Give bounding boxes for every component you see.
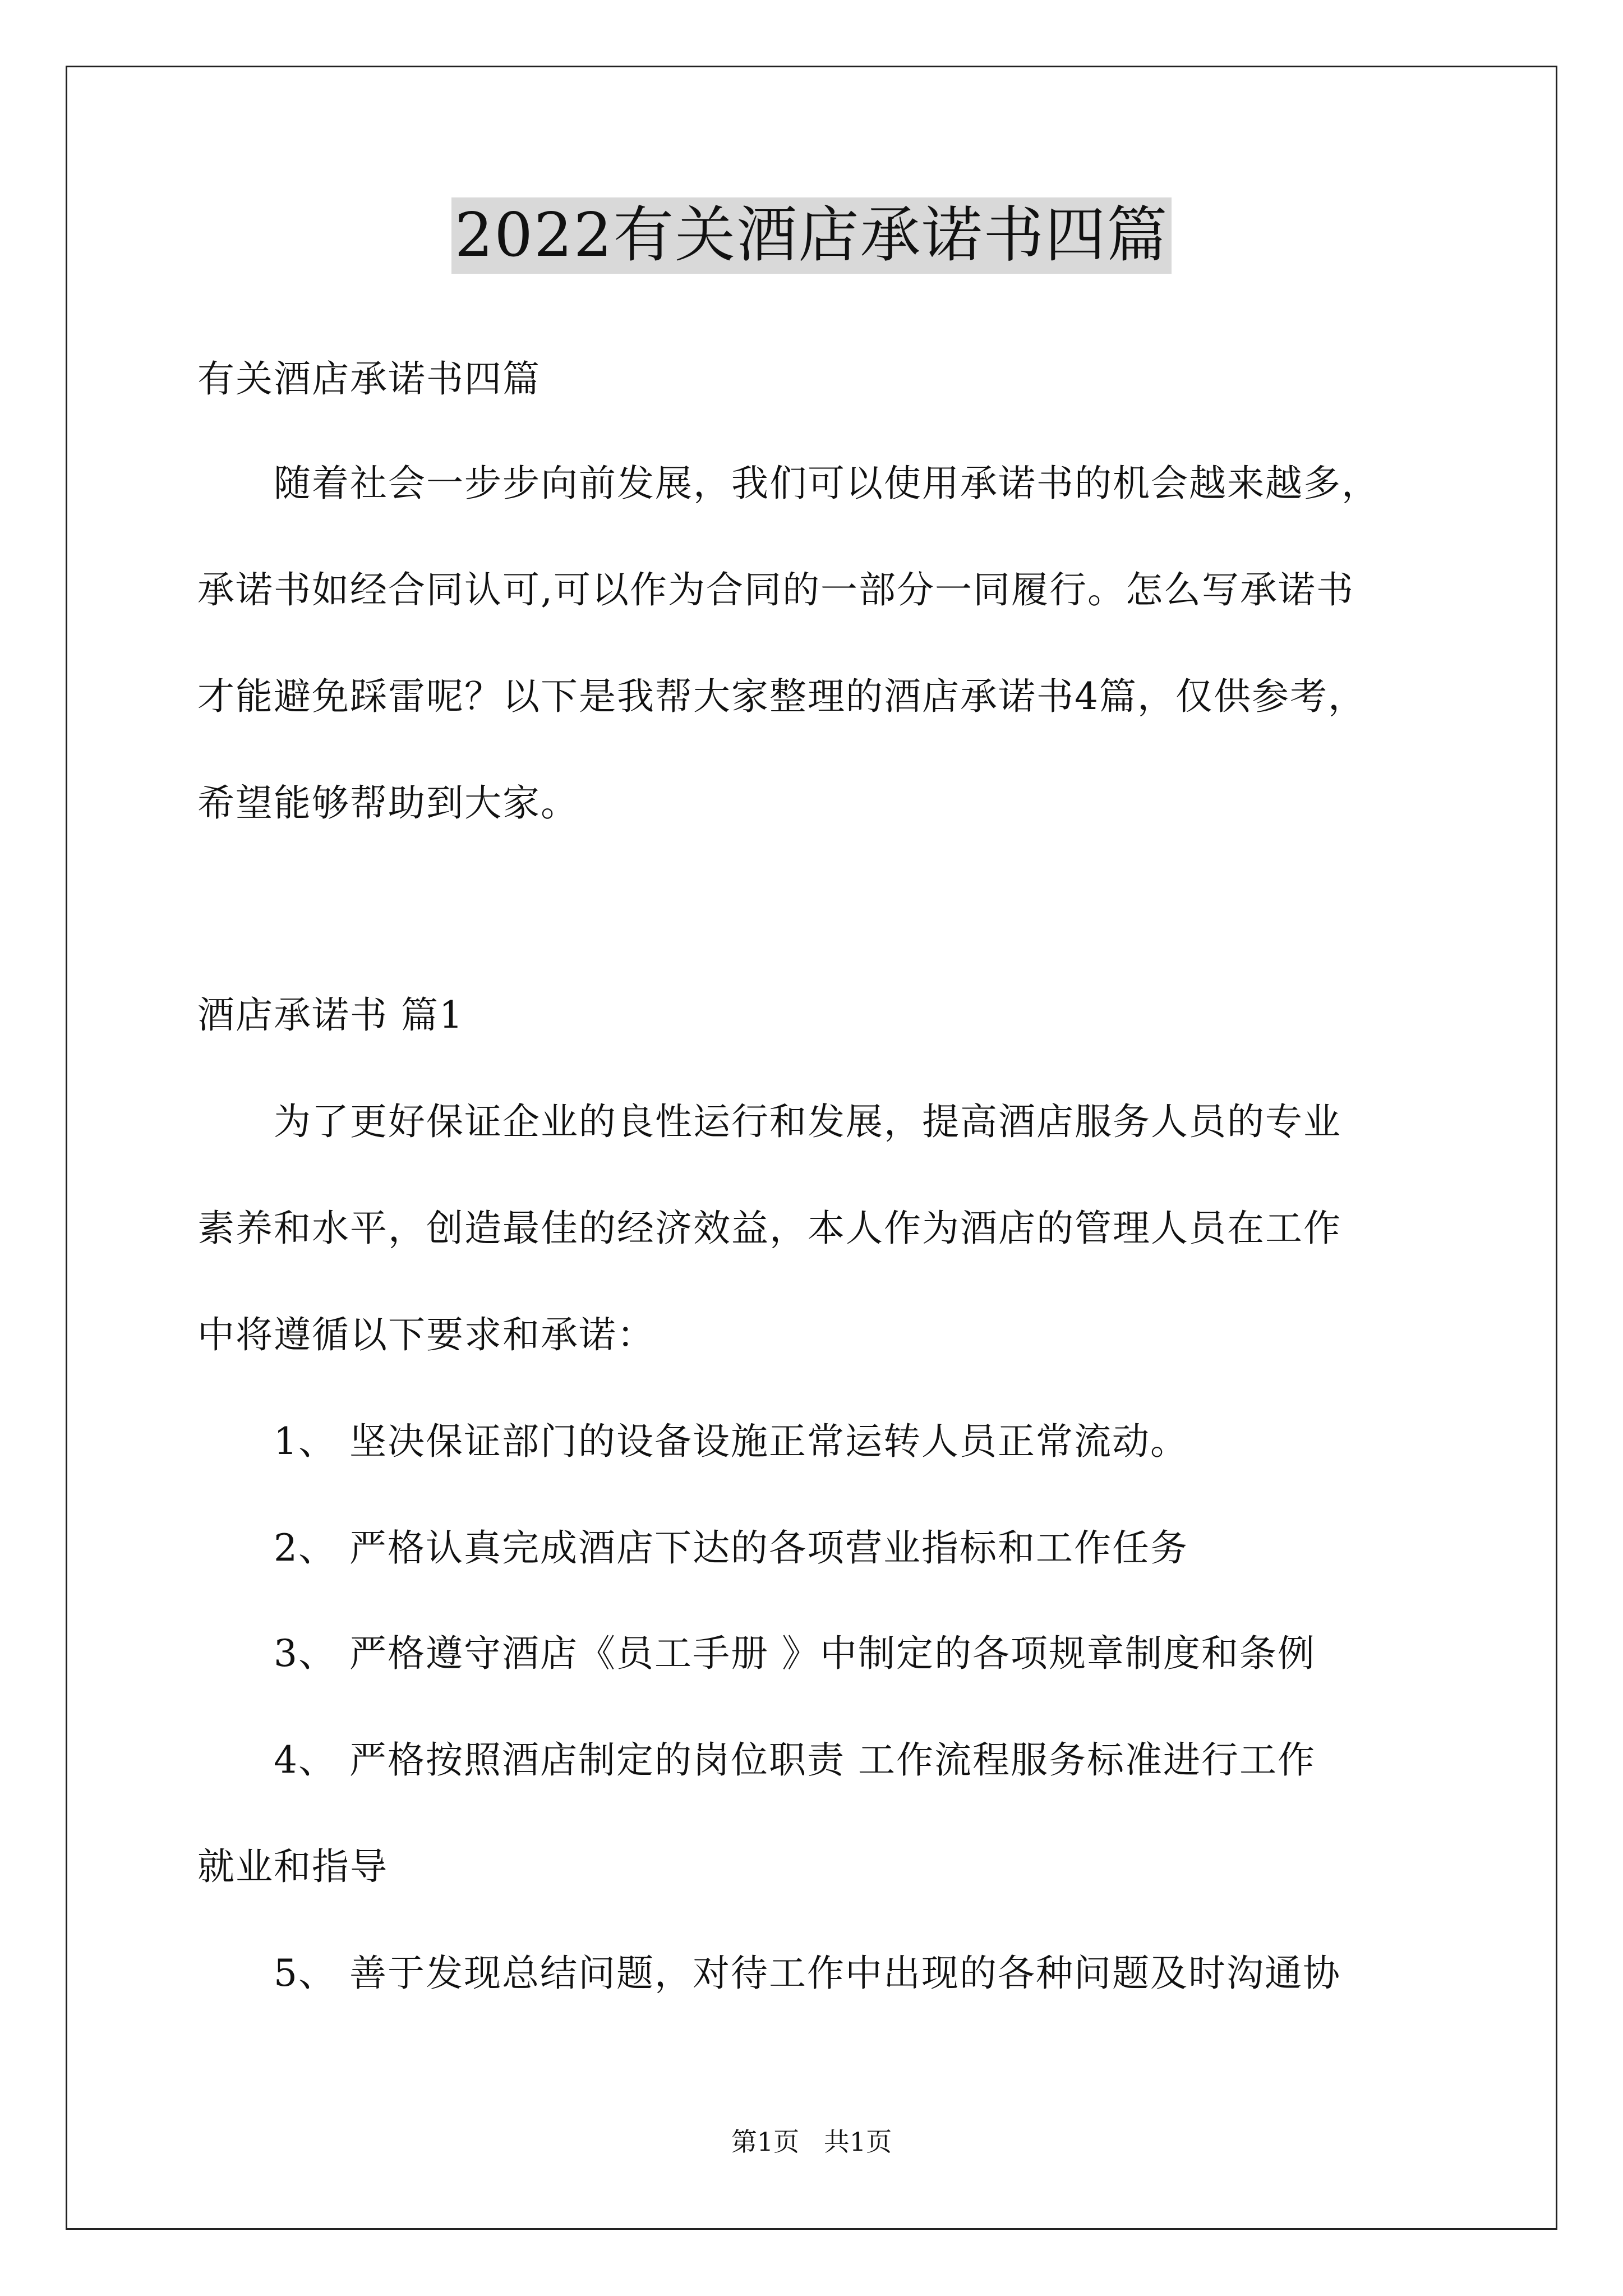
page-footer: 第1页 共1页 <box>731 2127 892 2157</box>
title-container <box>0 197 1623 274</box>
intro-line-4: 希望能够帮助到大家。 <box>197 781 579 825</box>
list-item-4: 4、 严格按照酒店制定的岗位职责 工作流程服务标准进行工作 <box>197 1738 1316 1782</box>
document-title: 2022有关酒店承诺书四篇 <box>451 197 1172 274</box>
list-item-2: 2、 严格认真完成酒店下达的各项营业指标和工作任务 <box>197 1526 1188 1570</box>
intro-line-1: 随着社会一步步向前发展，我们可以使用承诺书的机会越来越多， <box>197 462 1380 505</box>
list-item-1: 1、 坚决保证部门的设备设施正常运转人员正常流动。 <box>197 1420 1188 1463</box>
document-subtitle: 有关酒店承诺书四篇 <box>197 357 541 401</box>
section-line-3: 中将遵循以下要求和承诺： <box>197 1313 655 1356</box>
intro-line-3: 才能避免踩雷呢？以下是我帮大家整理的酒店承诺书4篇，仅供参考， <box>197 675 1366 718</box>
section-line-1: 为了更好保证企业的良性运行和发展，提高酒店服务人员的专业 <box>197 1100 1341 1143</box>
intro-line-2: 承诺书如经合同认可,可以作为合同的一部分一同履行。怎么写承诺书 <box>197 568 1354 611</box>
list-item-4-continued: 就业和指导 <box>197 1845 388 1888</box>
section-line-2: 素养和水平，创造最佳的经济效益，本人作为酒店的管理人员在工作 <box>197 1207 1341 1250</box>
section-heading: 酒店承诺书 篇1 <box>197 993 464 1037</box>
list-item-5: 5、 善于发现总结问题，对待工作中出现的各种问题及时沟通协 <box>197 1952 1341 1995</box>
list-item-3: 3、 严格遵守酒店《员工手册 》中制定的各项规章制度和条例 <box>197 1632 1316 1675</box>
